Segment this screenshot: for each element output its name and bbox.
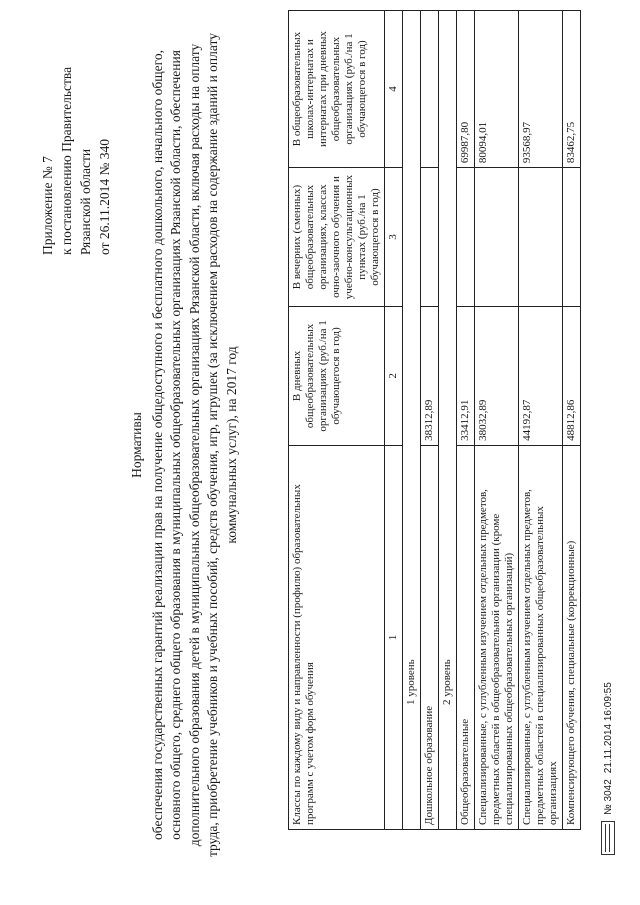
norms-table: [288, 10, 581, 830]
table-row: [563, 11, 581, 830]
cell-value: [421, 11, 439, 168]
cell-value: 38032,89: [475, 306, 519, 445]
registration-datetime: 21.11.2014 16:09:55: [602, 682, 614, 774]
appendix-line: Рязанской области: [78, 148, 93, 255]
column-number: 1: [385, 445, 403, 829]
header-evening: В вечерних (сменных) общеобразовательных организациях, классах очно-заочного обучения и учебно-консультационных пунктах (руб./на 1 обучающегося в год): [289, 168, 385, 307]
cell-value: 38312,89: [421, 306, 439, 445]
cell-value: [519, 168, 563, 307]
row-label: Общеобразовательные: [457, 445, 475, 829]
cell-value: [457, 168, 475, 307]
cell-value: [563, 168, 581, 307]
column-number: 4: [385, 11, 403, 168]
cell-value: 93568,97: [519, 11, 563, 168]
level-row: [403, 11, 421, 830]
row-label: Специализированные, с углубленным изучением отдельных предметов, предметных областей в общеобразовательной организации (кроме специализированных общеобразовательных организаций): [475, 445, 519, 829]
level-row: [439, 11, 457, 830]
appendix-line: к постановлению Правительства: [59, 66, 74, 255]
document-subtitle: обеспечения государственных гарантий реализации прав на получение общедоступного и бесплатного дошкольного, начального общего, основного общего, среднего общего образования в муниципальных общеобразовательных организациях Рязанской области, обеспечения дополнительного образования детей в муниципальных общеобразовательных организациях Рязанской области, включая расходы на оплату труда, приобретение учебников и учебных пособий, средств обучения, игр, игрушек (за исключением расходов на содержание зданий и оплату коммунальных услуг), на 2017 год: [149, 33, 239, 858]
level-label: 2 уровень: [439, 11, 457, 830]
appendix-line: Приложение № 7: [40, 156, 55, 255]
header-boarding: В общеобразовательных школах-интернатах и интернатах при дневных общеобразовательных организациях (руб./на 1 обучающегося в год): [289, 11, 385, 168]
registration-number: № 3042: [602, 779, 614, 815]
column-number: 2: [385, 306, 403, 445]
appendix-line: от 26.11.2014 № 340: [97, 139, 112, 255]
table-row: [457, 11, 475, 830]
table-row: [421, 11, 439, 830]
appendix-block: [38, 15, 114, 255]
row-label: Специализированные, с углубленным изучением отдельных предметов, предметных областей в специализированных общеобразовательных организациях: [519, 445, 563, 829]
cell-value: [475, 168, 519, 307]
column-number-row: [385, 11, 403, 830]
cell-value: [421, 168, 439, 307]
cell-value: 83462,75: [563, 11, 581, 168]
cell-value: 69987,80: [457, 11, 475, 168]
document-heading: [128, 25, 241, 865]
registration-footer: [601, 682, 615, 855]
cell-value: 44192,87: [519, 306, 563, 445]
header-classes: Классы по каждому виду и направленности (профилю) образовательных программ с учетом форм обучения: [289, 445, 385, 829]
rotated-document: [20, 0, 630, 895]
header-day: В дневных общеобразовательных организациях (руб./на 1 обучающегося в год): [289, 306, 385, 445]
table-row: [475, 11, 519, 830]
column-number: 3: [385, 168, 403, 307]
table-row: [519, 11, 563, 830]
cell-value: 48812,86: [563, 306, 581, 445]
cell-value: 80094,01: [475, 11, 519, 168]
cell-value: 33412,91: [457, 306, 475, 445]
barcode-stamp-icon: [601, 821, 615, 855]
document-title: Нормативы: [129, 412, 144, 478]
level-label: 1 уровень: [403, 11, 421, 830]
row-label: Компенсирующего обучения, специальные (коррекционные): [563, 445, 581, 829]
row-label: Дошкольное образование: [421, 445, 439, 829]
table-header-row: [289, 11, 385, 830]
